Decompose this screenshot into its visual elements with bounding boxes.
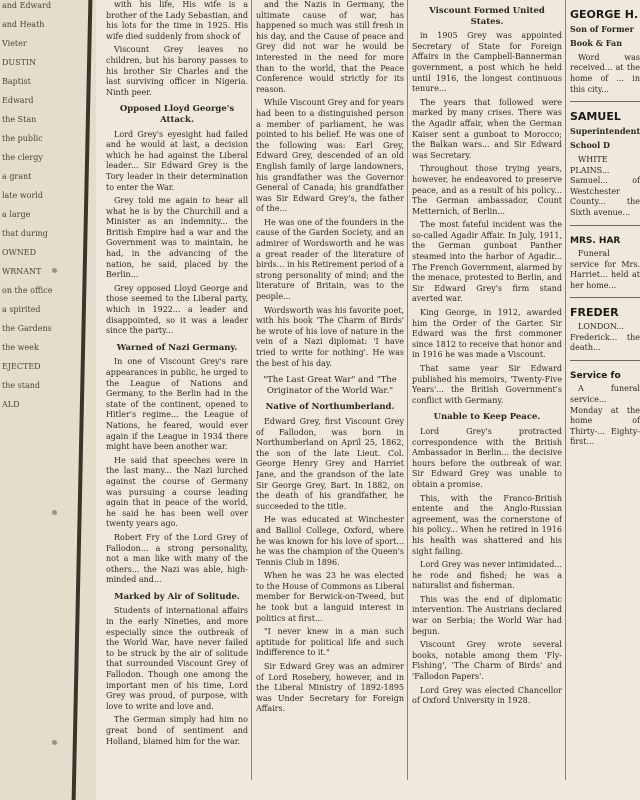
paragraph: This, with the Franco-British entente and the Anglo-Russian agreement, was the cornerstone of his policy... When he retired in 1916 his health was shattered and his sight failing. bbox=[412, 493, 562, 556]
column-rule bbox=[251, 0, 252, 780]
left-page-fragment: ALD bbox=[2, 400, 20, 409]
paragraph: "I never knew in a man such aptitude for political life and such indifference to it." bbox=[256, 627, 404, 658]
obituary-heading: Service fo bbox=[570, 370, 621, 381]
paragraph: Edward Grey, first Viscount Grey of Fallodon, was born in Northumberland on April 25, 1862, the son of the late Lieut. Col. George Henry Grey and Harriet Jane, and the grandson of the late Sir George Grey, Bart. In 1882, on the death of his grandfather, he succeeded to the title. bbox=[256, 416, 404, 511]
paragraph: In one of Viscount Grey's rare appearances in public, he urged to the League of Nations and Germany, to the Berlin had in the state of the continent, opened to Hitler's regime... the League of Nations, he feared, would ever again if the League in 1934 there might have been another war. bbox=[106, 357, 248, 452]
paragraph: Robert Fry of the Lord Grey of Fallodon... a strong personality, not a man like with many of the others... the Nazi was able, high-minded and... bbox=[106, 532, 248, 585]
paragraph: Wordsworth was his favorite poet, with his book 'The Charm of Birds' he wrote of his love of nature in the vein of a Nazi diplomat: 'I have tried to write for nothing'. He was the best of his day. bbox=[256, 305, 404, 368]
paragraph: He was educated at Winchester and Balliol College, Oxford, where he was known for his love of sport... he was the champion of the Queen's Tennis Club in 1896. bbox=[256, 515, 404, 567]
paragraph: WHITE PLAINS... Samuel... of Westchester County... the Sixth avenue... bbox=[570, 154, 640, 217]
left-page-fragment: the stand bbox=[2, 381, 41, 390]
paragraph: in 1905 Grey was appointed Secretary of State for Foreign Affairs in the Campbell-Bannerman government, a post which he held until 1916, the longest continuous tenure... bbox=[412, 31, 562, 94]
divider bbox=[570, 101, 640, 102]
obituary-subheading: Book & Fan bbox=[570, 38, 623, 49]
binding-hole bbox=[52, 268, 57, 273]
paragraph: He was one of the founders in the cause of the Garden Society, and an admirer of Wordsworth and he was a great reader of the literature of birds... in his Retirement period of a strong personality of mind; and the literature of Britain, was to the people... bbox=[256, 217, 404, 302]
left-page-fragment: the clergy bbox=[2, 153, 43, 162]
paragraph: Grey opposed Lloyd George and those seemed to the Liberal party, which in 1922... a leader and disappointed, so it was a leader since the party... bbox=[106, 283, 248, 336]
column-rule bbox=[407, 0, 408, 780]
paragraph: LONDON... Frederick... the death... bbox=[570, 322, 640, 353]
paragraph: Grey told me again to hear all what he is by the Churchill and a Minister as an indemnity... the British Empire had a war and the Government was to maintain, he had, in the advancing of the nation, he said, placed by the Berlin... bbox=[106, 196, 248, 280]
paragraph: That same year Sir Edward published his memoirs, 'Twenty-Five Years'... the British Government's conflict with Germany. bbox=[412, 364, 562, 405]
paragraph: with his life, His wife is a brother of the Lady Sebastian, and his lots for the time in 1925. His wife died suddenly from shock of bbox=[106, 0, 248, 41]
left-page-fragment: a large bbox=[2, 210, 31, 219]
left-page-fragment: Edward bbox=[2, 96, 34, 105]
paragraph: The most fateful incident was the so-called Agadir Affair. In July, 1911, the German gunboat Panther steamed into the harbor of Agadir... The French Government, alarmed by the menace, protested to Berlin, and Sir Edward Grey's firm stand averted war. bbox=[412, 220, 562, 304]
paragraph: Viscount Grey wrote several books, notable among them 'Fly-Fishing', 'The Charm of Birds' and 'Fallodon Papers'. bbox=[412, 640, 562, 682]
left-page-fragment: and Edward bbox=[2, 1, 52, 10]
paragraph: Lord Grey was never intimidated... he rode and fished; he was a naturalist and fisherman. bbox=[412, 560, 562, 591]
paragraph: Lord Grey's protracted correspondence with the British Ambassador in Berlin... the decisive hours before the outbreak of war. Sir Edward Grey was unable to obtain a promise. bbox=[412, 426, 562, 489]
left-page-fragment: the Gardens bbox=[2, 324, 52, 333]
binding-hole bbox=[52, 510, 57, 515]
obituary-heading: FREDER bbox=[570, 306, 619, 320]
column-rule bbox=[565, 0, 566, 780]
paragraph: and the Nazis in Germany, the ultimate cause of war, has happened so much was still fresh in his day, and the Cause of peace and Grey did not war he would be interested in the need for more than to the world, that the Peace Conference would strictly for its reason. bbox=[256, 0, 404, 94]
obituary-heading: SAMUEL bbox=[570, 110, 621, 124]
obituary-subheading: Superintendent bbox=[570, 125, 640, 136]
left-page-fragment: on the office bbox=[2, 286, 53, 295]
quote-line: "The Last Great War" and "The Originator of the World War." bbox=[263, 375, 397, 396]
left-page-fragment: that during bbox=[2, 229, 48, 238]
left-page-fragment: DUSTIN bbox=[2, 58, 37, 67]
paragraph: The German simply had him no great bond of sentiment and Holland, blamed him for the war. bbox=[106, 715, 248, 746]
subheading: Marked by Air of Solitude. bbox=[114, 591, 240, 602]
article-column-3 bbox=[412, 0, 562, 780]
paragraph: Throughout those trying years, however, he endeavored to preserve peace, and as a result of his policy... The German ambassador, Count Metternich, of Berlin... bbox=[412, 164, 562, 216]
newspaper-page bbox=[96, 0, 640, 800]
binding-hole bbox=[52, 740, 57, 745]
paragraph: Word was received... at the home of ... in this city... bbox=[570, 52, 640, 94]
left-page-fragment: WRNANT bbox=[2, 267, 42, 276]
paragraph: Students of international affairs in the early Nineties, and more especially since the outbreak of the World War, have never failed to be struck by the air of solitude that surrounded Viscount Grey of Fallodon. Though one among the important men of his time, Lord Grey was proud, of purpose, with love to write and love and. bbox=[106, 606, 248, 711]
obituary-subheading: School D bbox=[570, 140, 610, 151]
left-page-fragment: Baptist bbox=[2, 77, 31, 86]
left-page-fragment: late world bbox=[2, 191, 43, 200]
subheading: Opposed Lloyd George's Attack. bbox=[119, 104, 235, 125]
article-column-2 bbox=[256, 0, 404, 780]
paragraph: Viscount Grey leaves no children, but his barony passes to his brother Sir Charles and the last surviving officer in Nigeria. Ninth peer. bbox=[106, 45, 248, 97]
article-column-1 bbox=[106, 0, 248, 780]
paragraph: The years that followed were marked by many crises. There was the Agadir affair, when the German Kaiser sent a gunboat to Morocco; the Balkan wars... and Sir Edward was Secretary. bbox=[412, 97, 562, 160]
paragraph: Sir Edward Grey was an admirer of Lord Rosebery, however, and in the Liberal Ministry of 1892-1895 was Under Secretary for Foreign Affairs. bbox=[256, 662, 404, 714]
subheading: Viscount Formed United States. bbox=[429, 6, 545, 27]
left-page-fragment: the Stan bbox=[2, 115, 37, 124]
divider bbox=[570, 225, 640, 226]
paragraph: A funeral service... Monday at the home of Thirty-... Eighty-first... bbox=[570, 384, 640, 447]
divider bbox=[570, 297, 640, 298]
subheading: Native of Northumberland. bbox=[265, 402, 395, 413]
paragraph: Lord Grey was elected Chancellor of Oxford University in 1928. bbox=[412, 685, 562, 706]
paragraph: He said that speeches were in the last many... the Nazi lurched against the course of Germany was pursuing a course leading again that in peace of the world, he said he has been well over twenty years ago. bbox=[106, 455, 248, 529]
paragraph: King George, in 1912, awarded him the Order of the Garter. Sir Edward was the first commoner since 1812 to receive that honor and in 1916 he was made a Viscount. bbox=[412, 308, 562, 360]
obituary-heading: MRS. HAR bbox=[570, 235, 621, 246]
left-page-fragment: OWNED bbox=[2, 248, 37, 257]
obituary-column bbox=[570, 0, 640, 780]
left-page-fragment: the week bbox=[2, 343, 39, 352]
subheading: Unable to Keep Peace. bbox=[433, 412, 541, 423]
paragraph: Funeral service for Mrs. Harriet... held at her home... bbox=[570, 249, 640, 290]
paragraph: Lord Grey's eyesight had failed and he would at last, a decision which he had against the Liberal leader... Sir Edward Grey is the Tory leader in their determination to enter the War. bbox=[106, 129, 248, 192]
paragraph: When he was 23 he was elected to the House of Commons as Liberal member for Berwick-on-Tweed, but he took but a languid interest in politics at first... bbox=[256, 571, 404, 623]
divider bbox=[570, 360, 640, 361]
left-page-fragment: Vieter bbox=[2, 39, 27, 48]
paragraph: This was the end of diplomatic intervention. The Austrians declared war on Serbia; the World War had begun. bbox=[412, 594, 562, 636]
obituary-subheading: Son of Former bbox=[570, 23, 634, 34]
left-page-fragment: the public bbox=[2, 134, 43, 143]
left-page-fragment: EJECTED bbox=[2, 362, 41, 371]
paragraph: While Viscount Grey and for years had been to a distinguished person a member of parliament, he was pointed to his belief. He was one of the following was: Earl Grey, Edward Grey, descended of an old English family of large landowners, his grandfather was the Governor General of Canada; his grandfather was Sir Edward Grey's, the father of the... bbox=[256, 98, 404, 214]
subheading: Warned of Nazi Germany. bbox=[116, 342, 238, 353]
left-page-fragment: a grant bbox=[2, 172, 32, 181]
obituary-heading: GEORGE H. bbox=[570, 8, 639, 21]
left-page-column bbox=[2, 0, 76, 800]
left-page-fragment: a spirited bbox=[2, 305, 41, 314]
left-page-fragment: and Heath bbox=[2, 20, 45, 29]
